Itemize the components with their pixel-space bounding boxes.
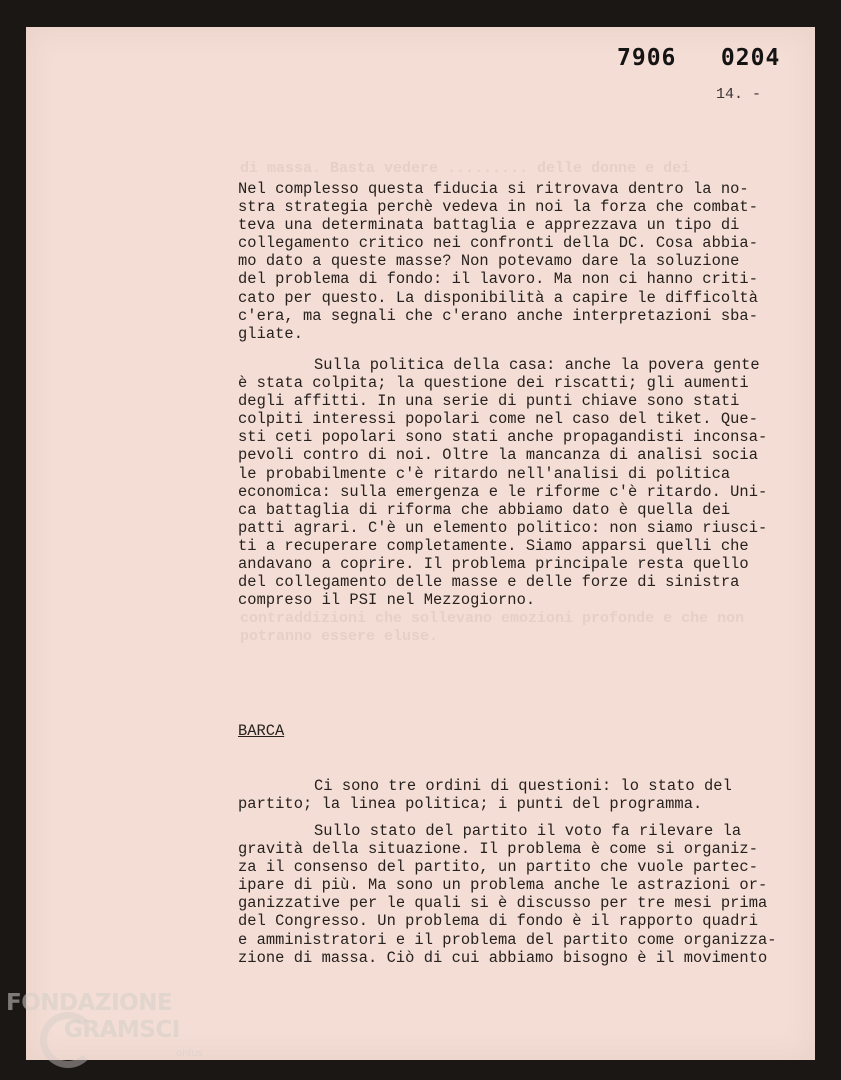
text-line: zione di massa. Ciò di cui abbiamo bisogno è il movimento: [238, 948, 768, 967]
text-line: del Congresso. Un problema di fondo è il rapporto quadri: [238, 912, 759, 931]
text-line: mo dato a queste masse? Non potevamo dare la soluzione: [238, 252, 740, 271]
text-line: degli affitti. In una serie di punti chiave sono stati: [238, 392, 740, 411]
text-line: gliate.: [238, 324, 304, 343]
text-line: gravità della situazione. Il problema è come si organiz-: [238, 840, 759, 859]
fondazione-gramsci-watermark: [6, 990, 211, 1070]
text-line: sti ceti popolari sono stati anche propagandisti inconsa-: [238, 428, 768, 447]
watermark-line1: FONDAZIONE: [6, 990, 173, 1016]
text-line: Nel complesso questa fiducia si ritrovava dentro la no-: [238, 180, 749, 198]
text-line: stra strategia perchè vedeva in noi la forza che combat-: [238, 198, 759, 217]
text-line: patti agrari. C'è un elemento politico: non siamo riusci-: [238, 518, 768, 537]
text-line: del problema di fondo: il lavoro. Ma non ci hanno criti-: [238, 270, 759, 289]
text-line: Sullo stato del partito il voto fa rilevare la: [314, 822, 742, 840]
text-line: ganizzative per le quali si è discusso per tre mesi prima: [238, 894, 768, 913]
bleed-through-text: contraddizioni che sollevano emozioni profonde e che non potranno essere eluse.: [240, 610, 745, 645]
bleed-through-text: di massa. Basta vedere ......... delle donne e dei: [240, 160, 691, 177]
text-line: ti a recuperare completamente. Siamo apparsi quelli che: [238, 536, 749, 555]
text-line: economica: sulla emergenza e le riforme c'è ritardo. Uni-: [238, 482, 768, 501]
text-line: del collegamento delle masse e delle forze di sinistra: [238, 573, 740, 592]
text-line: e amministratori e il problema del partito come organizza-: [238, 930, 777, 949]
text-line: Sulla politica della casa: anche la povera gente: [314, 356, 760, 374]
text-line: ca battaglia di riforma che abbiamo dato è quella dei: [238, 500, 731, 519]
paragraph: [238, 777, 808, 813]
text-line: è stata colpita; la questione dei riscatti; gli aumenti: [238, 374, 749, 393]
page-number: 14. -: [716, 86, 762, 103]
text-line: Ci sono tre ordini di questioni: lo stato del: [314, 777, 732, 795]
archive-number: 7906 0204: [617, 45, 781, 71]
text-line: andavano a coprire. Il problema principale resta quello: [238, 555, 749, 574]
speaker-heading: BARCA: [238, 722, 285, 740]
text-line: colpiti interessi popolari come nel caso del tiket. Que-: [238, 410, 759, 429]
watermark-suffix: onlus: [176, 1048, 203, 1059]
text-line: cato per questo. La disponibilità a capire le difficoltà: [238, 288, 759, 307]
text-line: c'era, ma segnali che c'erano anche interpretazioni sba-: [238, 306, 759, 325]
text-line: ipare di più. Ma sono un problema anche le astrazioni or-: [238, 876, 768, 895]
text-line: za il consenso del partito, un partito che vuole partec-: [238, 858, 759, 877]
text-line: compreso il PSI nel Mezzogiorno.: [238, 591, 536, 610]
text-line: partito; la linea politica; i punti del programma.: [238, 795, 703, 814]
paragraph: [238, 822, 808, 967]
watermark-line2: GRAMSCI: [64, 1017, 180, 1043]
text-line: le probabilmente c'è ritardo nell'analisi di politica: [238, 464, 731, 483]
paragraph: [238, 180, 808, 343]
text-line: collegamento critico nei confronti della DC. Cosa abbia-: [238, 234, 759, 253]
text-line: teva una determinata battaglia e apprezzava un tipo di: [238, 216, 740, 235]
text-line: pevoli contro di noi. Oltre la mancanza di analisi socia: [238, 446, 759, 465]
paragraph: [238, 356, 808, 609]
